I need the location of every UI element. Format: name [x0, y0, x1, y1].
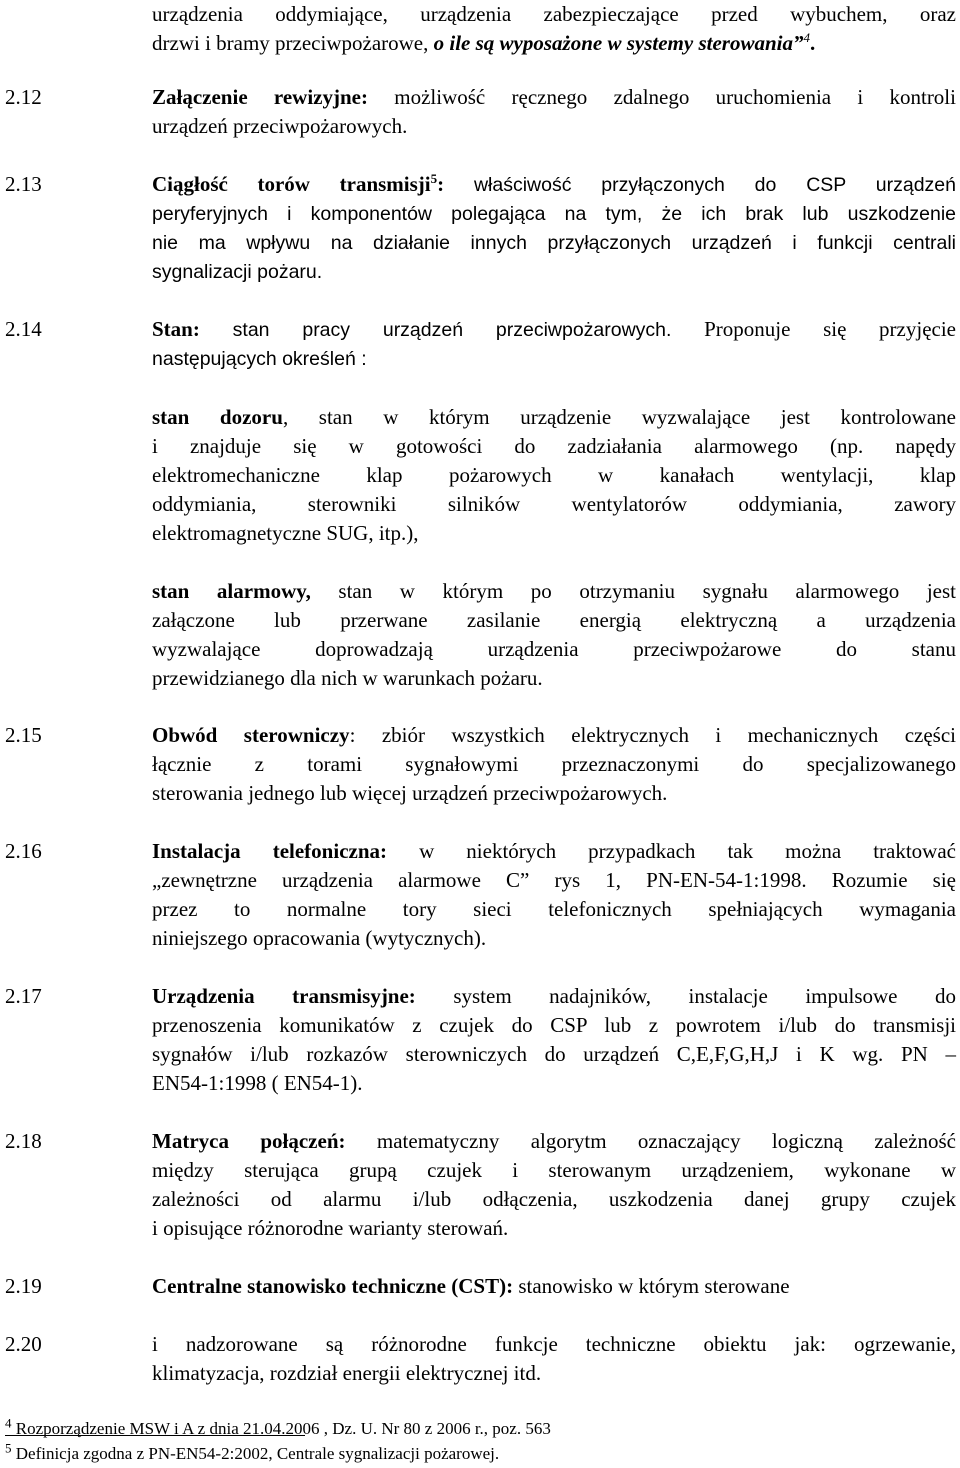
- text-line: [152, 403, 956, 432]
- section-number: 2.12: [5, 85, 42, 109]
- text-line: [152, 83, 956, 112]
- text-line: [152, 29, 956, 58]
- text-line: zależności od alarmu i/lub odłączenia, uszkodzenia danej grupy czujek: [152, 1187, 956, 1211]
- text-line: elektromechaniczne klap pożarowych w kanałach wentylacji, klap: [152, 463, 956, 487]
- text-line: „zewnętrzne urządzenia alarmowe C” rys 1, PN-EN-54-1:1998. Rozumie się: [152, 868, 956, 892]
- term: Centralne stanowisko techniczne (CST):: [152, 1274, 514, 1298]
- footnote-text: Rozporządzenie MSW i A z dnia 21.04.2006 , Dz. U. Nr 80 z 2006 r., poz. 563: [11, 1419, 551, 1438]
- text-line: urządzenia oddymiające, urządzenia zabezpieczające przed wybuchem, oraz: [152, 2, 956, 26]
- text-line: [152, 982, 956, 1011]
- section-number: 2.20: [5, 1332, 42, 1356]
- section-number: 2.19: [5, 1274, 42, 1298]
- term: stan alarmowy,: [152, 579, 311, 603]
- text-span: w niektórych przypadkach tak można traktować: [387, 839, 956, 863]
- section-number: 2.16: [5, 839, 42, 863]
- term: Matryca połączeń:: [152, 1129, 346, 1153]
- text-line: załączone lub przerwane zasilanie energią elektryczną a urządzenia: [152, 608, 956, 632]
- text-line: następujących określeń :: [152, 348, 367, 370]
- text-line: [152, 1127, 956, 1156]
- term: Obwód sterowniczy: [152, 723, 350, 747]
- term: Stan:: [152, 317, 200, 341]
- text-span: stan pracy urządzeń przeciwpożarowych.: [199, 319, 672, 341]
- section-number: 2.13: [5, 172, 42, 196]
- text-line: peryferyjnych i komponentów polegająca na tym, że ich brak lub uszkodzenie: [152, 203, 956, 225]
- text-line: urządzeń przeciwpożarowych.: [152, 114, 408, 138]
- text-line: sterowania jednego lub więcej urządzeń przeciwpożarowych.: [152, 781, 668, 805]
- text-span: system nadajników, instalacje impulsowe do: [415, 984, 957, 1008]
- footnote-5: [5, 1440, 500, 1464]
- section-number: 2.17: [5, 984, 42, 1008]
- text-line: elektromagnetyczne SUG, itp.),: [152, 521, 419, 545]
- text-span: Proponuje się przyjęcie: [671, 317, 956, 341]
- term-colon: :: [437, 172, 445, 196]
- state-dozor: [152, 403, 956, 548]
- text-line: przenoszenia komunikatów z czujek do CSP lub z powrotem i/lub do transmisji: [152, 1013, 956, 1037]
- text-line: i nadzorowane są różnorodne funkcje techniczne obiektu jak: ogrzewanie,: [152, 1332, 956, 1356]
- text-span: drzwi i bramy przeciwpożarowe,: [152, 31, 434, 55]
- text-line: między sterująca grupą czujek i sterowanym urządzeniem, wykonane w: [152, 1158, 956, 1182]
- text-line: i znajduje się w gotowości do zadziałania alarmowego (np. napędy: [152, 434, 956, 458]
- footnote-4: [5, 1415, 551, 1439]
- section-number: 2.18: [5, 1129, 42, 1153]
- text-line: łącznie z torami sygnałowymi przeznaczonymi do specjalizowanego: [152, 752, 956, 776]
- term: Urządzenia transmisyjne:: [152, 984, 416, 1008]
- footnote-text: Definicja zgodna z PN-EN54-2:2002, Centrale sygnalizacji pożarowej.: [11, 1444, 500, 1463]
- text-line: [152, 577, 956, 606]
- text-line: [152, 721, 956, 750]
- section-number: 2.15: [5, 723, 42, 747]
- text-line: wyzwalające doprowadzają urządzenia przeciwpożarowe do stanu: [152, 637, 956, 661]
- closing-quote: ”: [792, 31, 804, 55]
- text-line: EN54-1:1998 ( EN54-1).: [152, 1071, 363, 1095]
- text-line: sygnalizacji pożaru.: [152, 261, 323, 283]
- footnote-mark: 4: [5, 1415, 12, 1431]
- text-span: stanowisko w którym sterowane: [513, 1274, 790, 1298]
- text-line: nie ma wpływu na działanie innych przyłączonych urządzeń i funkcji centrali: [152, 232, 956, 254]
- period: .: [809, 31, 816, 55]
- text-span: : zbiór wszystkich elektrycznych i mechanicznych części: [349, 723, 957, 747]
- text-line: klimatyzacja, rozdział energii elektrycznej itd.: [152, 1361, 542, 1385]
- text-line: [152, 170, 956, 200]
- text-line: sygnałów i/lub rozkazów sterowniczych do urządzeń C,E,F,G,H,J i K wg. PN –: [152, 1042, 956, 1066]
- text-line: niniejszego opracowania (wytycznych).: [152, 926, 487, 950]
- term: Ciągłość torów transmisji: [152, 172, 431, 196]
- emphasis-text: o ile są wyposażone w systemy sterowania: [433, 31, 793, 55]
- term: Załączenie rewizyjne:: [152, 85, 368, 109]
- text-line: i opisujące różnorodne warianty sterowań.: [152, 1216, 509, 1240]
- text-line: oddymiania, sterowniki silników wentylatorów oddymiania, zawory: [152, 492, 956, 516]
- text-line: [152, 1272, 956, 1301]
- text-line: przez to normalne tory sieci telefonicznych spełniających wymagania: [152, 897, 956, 921]
- text-span: stan w którym po otrzymaniu sygnału alarmowego jest: [310, 579, 956, 603]
- text-line: [152, 315, 956, 345]
- footnote-ref-5: 5: [430, 171, 438, 186]
- text-span: matematyczny algorytm oznaczający logiczną zależność: [345, 1129, 956, 1153]
- text-span: , stan w którym urządzenie wyzwalające jest kontrolowane: [282, 405, 956, 429]
- term: Instalacja telefoniczna:: [152, 839, 388, 863]
- footnote-mark: 5: [5, 1440, 12, 1456]
- text-span: możliwość ręcznego zdalnego uruchomienia i kontroli: [367, 85, 956, 109]
- text-line: przewidzianego dla nich w warunkach pożaru.: [152, 666, 543, 690]
- term: stan dozoru: [152, 405, 283, 429]
- text-span: właściwość przyłączonych do CSP urządzeń: [444, 174, 956, 196]
- text-line: [152, 837, 956, 866]
- footnote-ref-4: 4: [803, 30, 810, 45]
- section-number: 2.14: [5, 317, 42, 341]
- state-alarm: [152, 577, 956, 693]
